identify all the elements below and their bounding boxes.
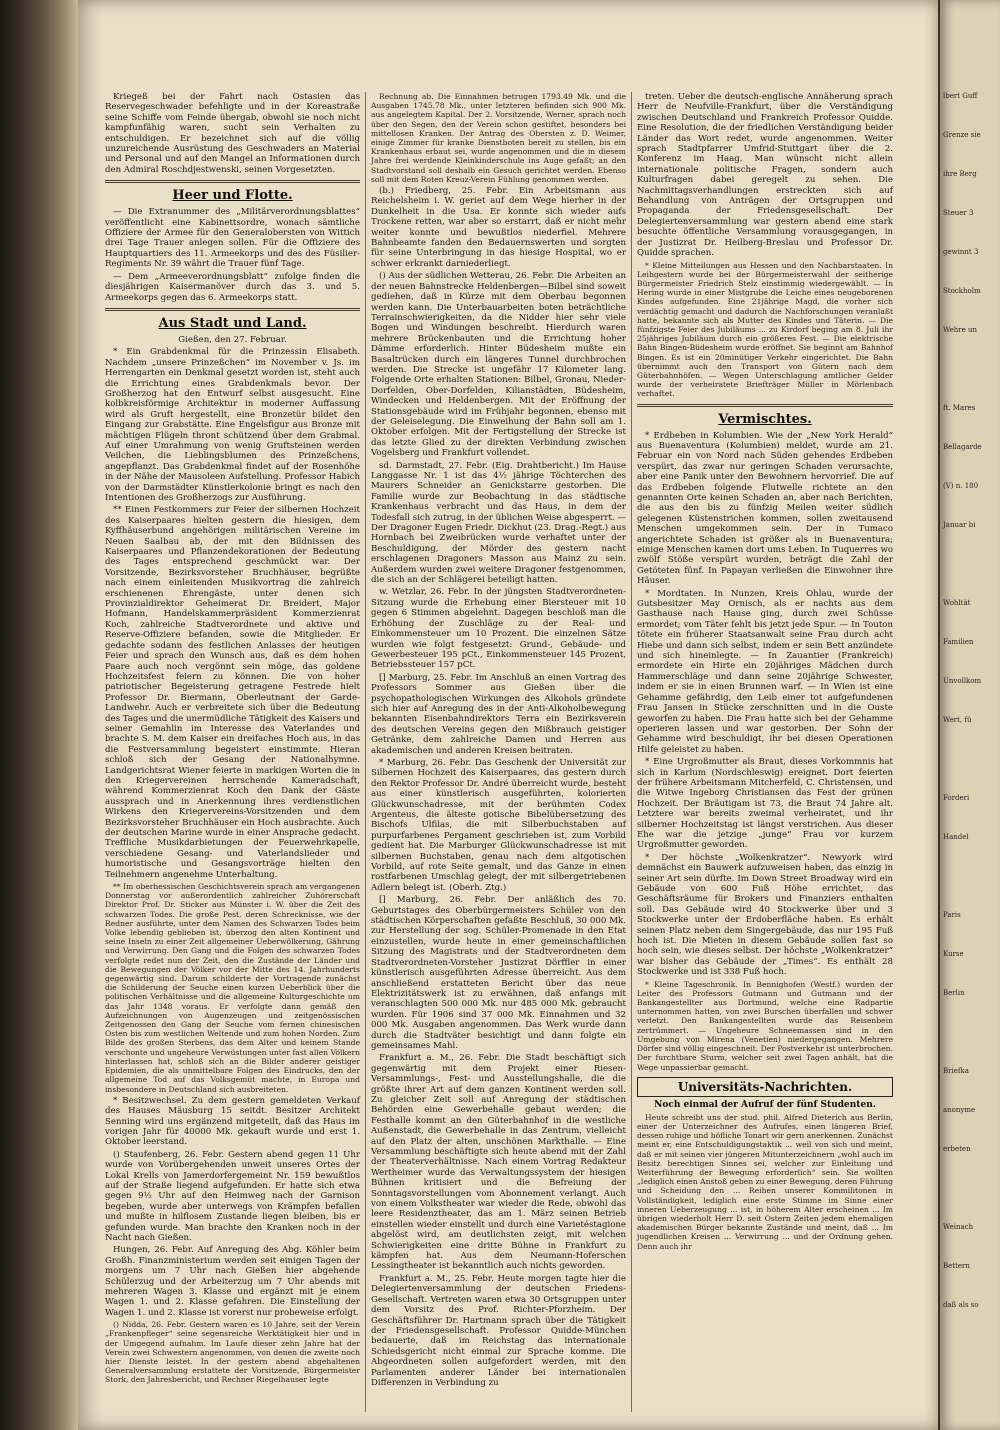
adjacent-page-fragment: Wehre un bbox=[943, 326, 978, 334]
article-friedens-cont: treten. Ueber die deutsch-englische Annäherung sprach Herr de Neufville-Frankfurt, über die Verständigung zwischen Deutschland und Frankreich Professor Quidde. Eine Resolution, die der friedlichen Verständigung beider Länder das Wort redet, wurde angenommen. Weiter sprach Stadtpfarrer Umfrid-Stuttgart über die 2. Konferenz im Haag. Man wünscht nicht allein internationale politische Fragen, sondern auch Kulturfragen dabei geregelt zu sehen. Die Nachmittagsverhandlungen erstreckten sich auf Behandlung von Anträgen der Ortsgruppen und Propaganda der Friedensgesellschaft. Der Delegiertenversammlung war gestern abend eine stark besuchte öffentliche Versammlung vorausgegangen, in der Justizrat Dr. Heilberg-Breslau und Professor Dr. Quidde sprachen. bbox=[637, 92, 893, 259]
adjacent-page-fragment: Grenze sie bbox=[943, 131, 981, 139]
adjacent-page-fragment bbox=[940, 1026, 1000, 1039]
article-frankfurt-2: Frankfurt a. M., 25. Febr. Heute morgen tagte hier die Delegiertenversammlung der deutschen Friedens-Gesellschaft. Vertreten waren etwa 30 Ortsgruppen unter dem Vorsitz des Prof. Richter-Pforzheim. Der Geschäftsführer Dr. Hartmann sprach über die Tätigkeit der Friedensgesellschaft. Professor Quidde-München bedauerte, daß im Reichstag das internationale Schiedsgericht nicht einmal zur Sprache komme. Die Abgeordneten sollen aufgefordert werden, mit den Parlamenten anderer Länder bei internationalen Differenzen in Verbindung zu bbox=[371, 1273, 626, 1388]
article-studenten: Heute schreibt uns der stud. phil. Alfred Dieterich aus Berlin, einer der Unterzeichner des Aufrufes, einen längeren Brief, dessen ruhige und höfliche Tonart wir gern anerkennen. Zunächst meint er, eine Entschuldigungstaktik ... weil von sich und meint, daß er mit seinen vier jüngeren Mitunterzeichnern „wohl auch im Besitz berechtigen Sinnes sei, welcher zur Einleitung und Weiterführung der Bewegung erforderlich“ sein. Sie wollten „lediglich einen Anstoß geben zu einer Bewegung, deren Führung und Scheidung den ... Reihen unserer Kommilitonen in Vollständigkeit, lediglich eine erste Stimme im Sinne einer inneren Ueberzeugung ... ist, in höherem Alter erscheinen ... Im übrigen wiederholt Herr D. seit Ostern Zeiten jedem ehemaligen akademischen Bürger bekannte Zustände und meint, daß ... Im jugendlichen Kreisen ... Verwirrung ... und der Ordnung gehen. Denn auch ihr bbox=[637, 1112, 893, 1251]
article-tageschronik: * Kleine Tageschronik. In Bennighofen (Westf.) wurden der Leiter des Professors Gutmann und Gutmann und der Bankangestellter aus Dortmund, welche eine Radpartie unternommen hatten, von zwei Burschen überfallen und schwer verletzt. Den Bankangestellten wurde das Reisenbein zertrümmert. — Ungeheure Schneemassen sind in den Umgebung von Mirena (Venetien) niedergegangen. Mehrere Dörfer sind völlig eingeschneit. Der Postverkehr ist unterbrochen. Der furchtbare Sturm, welcher seit zwei Tagen anhält, hat die Wege unpassierbar gemacht. bbox=[637, 979, 893, 1072]
article-nidda: () Nidda, 26. Febr. Gestern waren es 10 Jahre, seit der Verein „Frankenpfleger“ seine segensreiche Werktätigkeit hier und in der Umgegend aufnahm. Im Laufe dieser zehn Jahre hat der Verein zwei Schwestern angenommen, von denen die zweite noch hier Dienste leistet. In der gestern abend abgehaltenen Generalversammlung erstattete der Vorsitzende, Bürgermeister Stork, den Jahresbericht, und Rechner Riegelhauser legte bbox=[105, 1320, 360, 1385]
adjacent-page-fragment: erbeten bbox=[943, 1145, 971, 1153]
adjacent-page-fragment: Stockholm bbox=[943, 287, 981, 295]
adjacent-page-fragment: Bettern bbox=[943, 1262, 970, 1270]
article-marburg-2: * Marburg, 26. Febr. Das Geschenk der Universität zur Silbernen Hochzeit des Kaiserpaares, das gestern durch den Rektor Professor Dr. André überreicht wurde, besteht aus einer künstlerisch ausgeführten, kolorierten Glückwunschadresse, mit der berühmten Codex Argenteus, die älteste gotische Bibelübersetzung des Bischofs Ulfilas, die mit Silberbuchstaben auf purpurfarbenes Pergament geschrieben ist, zum Vorbild gedient hat. Die Marburger Glückwunschadresse ist mit silbernen Buchstaben, genau nach dem altgotischen Vorbild, auf rote Seite gemalt, und das Ganze in einen rostfarbenen Umschlag gelegt, der mit silbergetriebenen Adlern belegt ist. (Oberh. Ztg.) bbox=[371, 757, 626, 893]
section-divider bbox=[105, 180, 360, 183]
article-wetterau: () Aus der südlichen Wetterau, 26. Febr. Die Arbeiten an der neuen Bahnstrecke Heldenbergen—Bilbel sind soweit gediehen, daß in Kürze mit dem Oberbau begonnen werden kann. Die Unterbauarbeiten boten beträchtliche Terrainschwierigkeiten, da die Nidder hier sehr viele Bogen und Windungen beschreibt. Hierdurch waren mehrere Brückenbauten und die Errichtung hoher Dämme erforderlich. Hinter Büdesheim mußte ein Basaltrücken durch ein längeres Tunnel durchbrochen werden. Die Strecke ist ungefähr 17 Kilometer lang. Folgende Orte erhalten Stationen: Bilbel, Gronau, Nieder-Dorfelden, Ober-Dorfelden, Kilianstädten, Büdesheim, Windecken und Heldenbergen. Mit der Eröffnung der Stationsgebäude wird im Frühjahr begonnen, ebenso mit der Geleiselegung. Die Einweihung der Bahn soll am 1. Oktober erfolgen. Mit der Fertigstellung der Strecke ist das letzte Glied zu der direkten Verbindung zwischen Vogelsberg und Frankfurt vollendet. bbox=[371, 271, 626, 459]
column-3 bbox=[632, 92, 898, 1412]
section-heading-vermischtes: Vermischtes. bbox=[718, 411, 812, 427]
section-heading-stadt: Aus Stadt und Land. bbox=[158, 315, 307, 331]
adjacent-page-fragment: Familien bbox=[943, 638, 974, 646]
book-binding bbox=[0, 0, 78, 1430]
dateline: Gießen, den 27. Februar. bbox=[178, 334, 287, 345]
section-divider bbox=[105, 308, 360, 311]
article-wolkenkratzer: * Der höchste „Wolkenkratzer“. Newyork wird demnächst ein Bauwerk aufzuweisen haben, das einzig in seiner Art sein dürfte. Im Down Street Broadway wird ein Gebäude von 600 Fuß Höhe errichtet, das Geschäftsräume für Brokers und Finanziers enthalten soll. Das Gebäude wird 40 Stockwerke über und 3 Stockwerke unter der Erdoberfläche haben. Es erhält seinen Platz neben dem Singergebäude, das nur 195 Fuß hoch ist. Die Mieten in diesem Gebäude sollen fast so hoch sein, wie dieses selbst. Der höchste „Wolkenkratzer“ war bisher das Gebäude der „Times“. Es enthält 28 Stockwerke und ist 338 Fuß hoch. bbox=[637, 852, 893, 978]
adjacent-page-fragment bbox=[940, 753, 1000, 766]
newspaper-page bbox=[78, 0, 938, 1430]
section-heading-universitaet: Universitäts-Nachrichten. bbox=[637, 1077, 893, 1097]
adjacent-page-fragment: Steuer 3 bbox=[943, 209, 974, 217]
adjacent-page-fragment: Berlin bbox=[943, 989, 965, 997]
adjacent-page-fragment: Wohltät bbox=[943, 599, 971, 607]
adjacent-page-fragment: Forderi bbox=[943, 794, 970, 802]
article-besitzwechsel: * Besitzwechsel. Zu dem gestern gemeldeten Verkauf des Hauses Mäusburg 15 seitdt. Besitzer Architekt Senning wird uns ergänzend mitgeteilt, daß das Haus im vorigen Jahr für 40000 Mk. gekauft wurde und erst 1. Oktober leerstand. bbox=[105, 1095, 360, 1148]
adjacent-page-fragment: ft. Mares bbox=[943, 404, 976, 412]
adjacent-page-fragment: anonyme bbox=[943, 1106, 976, 1114]
adjacent-page-fragment: Januar bi bbox=[943, 521, 976, 529]
article-marburg-3: [] Marburg, 26. Febr. Der anläßlich des 70. Geburtstages des Oberbürgermeisters Schüler von den städtischen Körperschaften gefaßte Beschluß, 30 000 Mk. zur Herstellung der sog. Schüler-Promenade in den Etat einzustellen, wurde heute in einer gemeinschaftlichen Sitzung des Magistrats und der Stadtverordneten dem Stadtverordneten-Vorsteher Justizrat Dörffler in einer künstlerisch ausgeführten Adresse überreicht. Aus dem anschließend erstatteten Bericht über das neue Elektrizitätswerk ist zu erwähnen, daß anfangs mit veranschlagten 500 000 Mk. nur 485 000 Mk. gebraucht wurden. Für 1906 sind 37 000 Mk. Einnahmen und 32 000 Mk. Ausgaben angenommen. Das Werk wurde dann durch die Stadtväter besichtigt und dann folgte ein gemeinsames Mahl. bbox=[371, 895, 626, 1051]
article-heer-2: — Dem „Armeeverordnungsblatt“ zufolge finden die diesjährigen Kaisermanöver durch das 3. und 5. Armeekorps gegen das 6. Armeekorps statt. bbox=[105, 271, 360, 303]
adjacent-page-fragment: Weinach bbox=[943, 1223, 974, 1231]
column-2 bbox=[366, 92, 632, 1412]
adjacent-page-fragment bbox=[940, 1182, 1000, 1195]
article-columns bbox=[100, 92, 920, 1412]
adjacent-page-fragment: gewinnt 3 bbox=[943, 248, 979, 256]
adjacent-page-fragment: Paris bbox=[943, 911, 961, 919]
article-nidda-cont: Rechnung ab. Die Einnahmen betrugen 1793.49 Mk. und die Ausgaben 1745.78 Mk., unter letzteren befinden sich 900 Mk. aus angelegtem Kapital. Der 2. Vorsitzende, Werner, sprach noch über den Segen, den der Verein schon gestiftet, besonders bei mittellosen Kranken. Der Antrag des Obersten z. D. Weimer, einige Zimmer für kranke Dienstboten bereit zu stellen, bis ein Krankenhaus erbaut sei, wurde angenommen und die in diesem Jahre frei werdende Kleinkinderschule ins Auge gefaßt; an den Stadtvorstand soll deshalb ein Gesuch gerichtet werden. Ebenso soll mit dem Roten Kreuz-Verein Fühlung genommen werden. bbox=[371, 92, 626, 184]
adjacent-page-fragment: Bellagarde bbox=[943, 443, 982, 451]
article-festkommers: ** Einen Festkommers zur Feier der silbernen Hochzeit des Kaiserpaares hielten gestern die hiesigen, dem Kyffhäuserbund angehörigen militärischen Vereine im Neuen Saalbau ab, der mit den Bildnissen des Kaiserpaares und Pflanzendekorationen der Bedeutung des Tages entsprechend geschmückt war. Der Vorsitzende, Bezirksvorsteher Bruchhäuser, begrüßte nach einem einleitenden Musikvortrag die zahlreich erschienenen Ehrengäste, unter denen sich Provinzialdirektor Geheimerat Dr. Breidert, Major Hofmann, Handelskammerpräsident Kommerzienrat Koch, zahlreiche Stadtverordnete und aktive und Reserve-Offiziere befanden, sowie die Mitglieder. Er gedachte sodann des festlichen Anlasses der heutigen Feier und sprach den Wunsch aus, daß es dem hohen Paare auch noch vergönnt sein möge, das goldene Hochzeitsfest feiern zu können. Die von hoher patriotischer Begeisterung getragene Festrede hielt Professor Dr. Biermann, Oberleutnant der Garde-Landwehr. Auch er verbreitete sich über die Bedeutung des Tages und die unermüdliche Tätigkeit des Kaisers und seiner Gemahlin im Interesse des Vaterlandes und brachte S. M. dem Kaiser ein dreifaches Hoch aus, in das die Festversammlung begeistert einstimmte. Hieran schloß sich der Gesang der Nationalhymne. Landgerichtsrat Wiener feierte in markigen Worten die in den Kriegervereinen herrschende Kameradschaft, während Kommerzienrat Koch den Dank der Gäste aussprach und in Anerkennung ihres verdienstlichen Wirkens den Kriegervereins-Vorsitzenden und dem Bezirksvorsteher Bruchhäuser ein Hoch ausbrachte. Auch der deutschen Marine wurde in einer Ansprache gedacht. Treffliche Musikdarbietungen der Feuerwehrkapelle, verschiedene Gesang- und Vaterlandslieder und humoristische und Gesangsvorträge hielten den Teilnehmern angenehme Unterhaltung. bbox=[105, 505, 361, 880]
section-heading-heer: Heer und Flotte. bbox=[172, 188, 293, 204]
article-grabdenkmal: * Ein Grabdenkmal für die Prinzessin Elisabeth. Nachdem „unsere Prinzeßchen“ im November v. Js. im Herrengarten ein Denkmal gesetzt worden ist, steht auch die Errichtung eines Grabdenkmals bevor. Der Großherzog hat den Entwurf selbst ausgesucht. Eine kolbkreisförmige Architektur in moderner Auffassung wird als Gruft hergestellt, eine Bronzetür bildet den Eingang zur Grabstätte. Eine Engelsfigur aus Bronze mit mächtigen Flügeln thront schützend über dem Grabmal. Auf einer Umrahmung von wenig Gruftsteinen werden Veilchen, die Lieblingsblumen des Prinzeßchens, angepflanzt. Das Grabdenkmal findet auf der Rosenhöhe in der Nähe der Mausoleen Aufstellung. Professor Habich von der Darmstädter Künstlerkolonie bringt es nach den Intentionen des Großherzogs zur Ausführung. bbox=[105, 347, 360, 503]
adjacent-page-fragment: Kurse bbox=[943, 950, 964, 958]
adjacent-page-fragment: Handel bbox=[943, 833, 969, 841]
column-1 bbox=[100, 92, 366, 1412]
article-marburg-1: [] Marburg, 25. Febr. Im Anschluß an einen Vortrag des Professors Sommer aus Gießen über die psychopathologischen Wirkungen des Alkohols gründete sich hier auf Anregung des in der Anti-Alkoholbewegung bekannten Eisenbahndirektors Terra ein Bezirksverein des deutschen Vereins gegen den Mißbrauch geistiger Getränke, dem zahlreiche Damen und Herren aus akademischen und anderen Kreisen beitraten. bbox=[371, 672, 626, 756]
adjacent-page-edge bbox=[938, 0, 1000, 1430]
article-mordtaten: * Mordtaten. In Nunzen, Kreis Ohlau, wurde der Gutsbesitzer May Ornisch, als er nachts aus dem Gasthause nach Hause ging, durch zwei Schüsse ermordet; vom Täter fehlt bis jetzt jede Spur. — In Touton tötete ein früherer Staatsanwalt seine Frau durch acht Hiebe und dann sich selbst, indem er sein Bett anzündete und sich hineinlegte. — In Zauantier (Frankreich) ermordete ein Hirte ein 20jähriges Mädchen durch Hammerschläge und dann seine 20jährige Schwester, indem er sie in einen Brunnen warf. — In Wien ist eine Gehamme gefährdig, den Leib einer tot aufgefundenen Frau Jansen in Stücke zerschnitten und in die Ouste geworfen zu haben. Die Frau hatte sich bei der Gehamme operieren lassen und war gestorben. Der Sohn der Gehamme wird beschuldigt, ihr bei diesen Operationen Hilfe geleistet zu haben. bbox=[637, 588, 893, 755]
article-staufenberg: () Staufenberg, 26. Febr. Gestern abend gegen 11 Uhr wurde von Vorübergehenden unweit unseres Ortes der Lokal Krells von Jamerdorfergemeint Nr. 159 bewußtlos auf der Straße liegend aufgefunden. Er hatte sich etwa gegen 9½ Uhr auf den Heimweg nach der Garnison begeben, wurde aber unterwegs von Krämpfen befallen und mußte in hilflosem Zustande liegen bleiben, bis er gefunden wurde. Man brachte den Kranken noch in der Nacht nach Gießen. bbox=[105, 1149, 360, 1243]
adjacent-page-fragments bbox=[940, 0, 1000, 1312]
adjacent-page-fragment: lbert Guff bbox=[943, 92, 978, 100]
adjacent-page-fragment: Wert, fü bbox=[943, 716, 972, 724]
adjacent-page-fragment: ihre Berg bbox=[943, 170, 977, 178]
article-geschichtsverein: ** Im oberhessischen Geschichtsverein sprach am vergangenen Donnerstag vor außerordentlich zahlreicher Zuhörerschaft Direktor Prof. Dr. Sticker aus Münster i. W. über die Zeit des schwarzen Todes. Die große Pest, deren Schrecknisse, wie der Redner ausführte, unter dem Namen des Schwarzen Todes beim Volke lebendig geblieben ist, überzog den alten Kontinent und seine Inseln zu einer Zeit allgemeiner Ueberwölkerung, Gährung und Verwirrung. Den Gang und die Folgen des schwarzen Todes verfolgte redet nun der Zeit, den die Zustände der Länder und die Bewegungen der Völker vor der Mitte des 14. Jahrhunderts gegenwärtig sind. Darum schilderte der Vortragende zunächst die Schilderung der Seuche einen kurzen Ueberblick über die politischen Verhältnisse und die allgemeine Kulturgeschichte um das Jahr 1348 voraus. Er verfolgte dann gemäß den Aufzeichnungen von Augenzeugen und zeitgenössischen Zeitgenossen den Gang der Seuche vom fernen chinesischen Osten bis zum westlichen Weltende und zum hohen Norden. Zum Bilde des großen Sterbens, das dem Alter und keinem Stande verschonte und ungeheure Verwüstungen unter fast allen Völkern hinterlassen hat, schloß sich an die Bilder anderer geistiger Epidemien, die als unmittelbare Folgen des Eindrucks, den der allgemeine Tod auf das Volksgemüt machte, in Europa und insbesondere in Deutschland sich ausbreiteten. bbox=[105, 882, 360, 1094]
article-urgrossmutter: * Eine Urgroßmutter als Braut, dieses Vorkommnis hat sich in Karlum (Nordschleswig) ereignet. Dort feierten der frühere Arbeitsmann Mitcherfeld, C. Christensen, und die Witwe Ingeborg Christiansen das Fest der grünen Hochzeit. Der Bräutigam ist 73, die Braut 74 Jahre alt. Letztere war bereits zweimal verheiratet, und ihr silberner Hochzeitstag ist längst verstrichen. Aus dieser Ehe war die jetzige „junge“ Frau vor kurzem Urgroßmutter geworden. bbox=[637, 757, 893, 851]
article-erdbeben: * Erdbeben in Kolumbien. Wie der „New York Herald“ aus Buenaventura (Kolumbien) meldet, wurde am 21. Februar ein von Nord nach Süden gehendes Erdbeben verspürt, das zwar nur geringen Schaden verursachte, aber eine Panik unter den Bewohnern hervorrief. Die auf das Erdbeben folgende Flutwelle richtete an den genannten Orte keinen Schaden an, aber nach Berichten, die aus den bis zu fünfzig Meilen weiter südlich gelegenen Küstenstrichen kommen, sollen zweitausend Menschen umgekommen sein. Der in Tumaco angerichtete Schaden ist größer als in Buenaventura; einige Menschen kamen dort ums Leben. In Tuquerres wo zwölf Stöße verspürt wurden, beträgt die Zahl der Getöteten fünf. In Papayan verließen die Einwohner ihre Häuser. bbox=[637, 430, 893, 587]
article-kleine-mitteilungen: * Kleine Mitteilungen aus Hessen und den Nachbarstaaten. In Leihgestern wurde bei der Bürgermeisterwahl der seitherige Bürgermeister Friedrich Stelz einstimmig wiedergewählt. — In Hering wurde in einer Mistgrube die Leiche eines neugeborenen Kindes aufgefunden. Eine 21jährige Magd, die vorher sich verdächtig gemacht und dadurch die Nachforschungen veranlaßt hatte, bekannte sich als Mutter des Kindes und Täterin. — Die fünfzigste Feier des Jubiläums ... zu Kirdorf beging am 8. Juli ihr 25jähriges Jubiläum durch ein größeres Fest. — Die elektrische Bahn Bingen-Büdesheim wurde eröffnet. Sie beginnt am Bahnhof Bingen. Es ist ein 20minütiger Verkehr eingerichtet. Die Bahn übernimmt auch den Transport von Gütern nach dem Güterbahnhöfen. — Wegen Unterschlagung amtlicher Gelder wurde der verheiratete Briefträger Müller in Mörlenbach verhaftet. bbox=[637, 260, 893, 399]
article-wetzlar: w. Wetzlar, 26. Febr. In der jüngsten Stadtverordneten-Sitzung wurde die Erhebung einer Biersteuer mit 10 gegen 6 Stimmen abgelehnt. Dagegen beschloß man die Erhöhung der Zuschläge zu der Real- und Einkommensteuer um 10 Prozent. Die einzelnen Sätze wurden wie folgt festgesetzt: Grund-, Gebäude- und Gewerbesteuer 195 pCt., Einkommensteuer 145 Prozent, Betriebssteuer 157 pCt. bbox=[371, 587, 626, 671]
adjacent-page-fragment: Briefka bbox=[943, 1067, 969, 1075]
adjacent-page-fragment: Unvollkom bbox=[943, 677, 982, 685]
adjacent-page-fragment bbox=[940, 870, 1000, 883]
adjacent-page-fragment: daß als so bbox=[943, 1301, 979, 1309]
article-intro: Kriegeß bei der Fahrt nach Ostasien das Reservegeschwader befehligte und in der Koreastraße seine Schiffe vom Feinde übergab, obwohl sie noch nicht kampfunfähig waren, sucht sein Verhalten zu entschuldigen. Er bezeichnet sich auf die völlig unzureichende Ausrüstung des Geschwaders an Material und Personal und auf den Mangel an Informationen durch den Admiral Roschdjestwenski, seinen Vorgesetzten. bbox=[105, 92, 360, 175]
article-friedberg: (b.) Friedberg, 25. Febr. Ein Arbeitsmann aus Reichelsheim i. W. geriet auf dem Wege hierher in der Dunkelheit in die Usa. Er konnte sich wieder aufs Trockene retten, war aber so erstarrt, daß er nicht mehr weiter konnte und bewußtlos niederfiel. Mehrere Bahnbeamte fanden den Bedauernswerten und sorgten für seine Unterbringung in das hiesige Hospital, wo er schwer erkrankt darniederliegt. bbox=[371, 186, 626, 269]
section-divider bbox=[637, 404, 893, 407]
adjacent-page-fragment bbox=[940, 558, 1000, 571]
article-darmstadt: sd. Darmstadt, 27. Febr. (Eig. Drahtbericht.) Im Hause Langgasse Nr. 1 ist das 4½ jährige Töchterchen des Maurers Schneider an Genickstarre gestorben. Die Familie wurde zur Beobachtung in das städtische Krankenhaus verbracht und das Haus, in dem der Todesfall sich zutrug, in der üblichen Weise abgesperrt. — Der Dragoner Eugen Friedr. Dickhut (23. Drag.-Regt.) aus Hornbach bei Zweibrücken wurde verhaftet unter der Beschuldigung, der Mörder des gestern nacht erschlagenen Dragoners Masson aus Mainz zu sein. Außerdem wurden zwei weitere Dragoner festgenommen, die sich an der Schlägerei beteiligt hatten. bbox=[371, 460, 626, 586]
article-frankfurt-1: Frankfurt a. M., 26. Febr. Die Stadt beschäftigt sich gegenwärtig mit dem Projekt einer Riesen-Versammlungs-, Fest- und Ausstellungshalle, die die größte ihrer Art auf dem ganzen Kontinent werden soll. Zu gleicher Zeit soll auf Anregung der städtischen Behörden eine Gewerbehalle gebaut werden; die Festhalle kommt an den Güterbahnhof in die westliche Außenstadt, die Gewerbehalle in das Zentrum, vielleicht auf den Platz der alten, unschönen Markthalle. — Eine Versammlung beschäftigte sich heute abend mit der Zahl der Theaterverhältnisse. Nach einem Vortrag Redakteur Wertheimer wurde das Verwaltungssystem der hiesigen Bühnen kritisiert und die Befreiung der Sonntagsvorstellungen vom Abonnement verlangt. Auch von einem Volkstheater war wieder die Rede, obwohl das leere Residenztheater, das am 1. März seinen Betrieb einstellen wieder einstellt und durch eine Varietéstagione abgelöst wird, am deutlichsten zeigt, mit welchen Schwierigkeiten eine dritte Bühne in Frankfurt zu kämpfen hat. Aus dem Neumann-Hoferschen Lessingtheater ist bekanntlich auch nichts geworden. bbox=[371, 1053, 626, 1272]
adjacent-page-fragment bbox=[940, 363, 1000, 376]
adjacent-page-fragment: (V) n. 180 bbox=[943, 482, 979, 490]
article-subheading: Noch einmal der Aufruf der fünf Studenten. bbox=[654, 1099, 876, 1110]
article-heer-1: — Die Extranummer des „Militärverordnungsblattes“ veröffentlicht eine Kabinettsordre, wonach sämtliche Offiziere der Armee für den Generalobersten von Wittich drei Tage Trauer anlegen sollen. Für die Offiziere des Hauptquartiers des 11. Armeekorps und des des Füsilier-Regiments Nr. 39 währt die Trauer fünf Tage. bbox=[105, 207, 360, 270]
article-hungen: Hungen, 26. Febr. Auf Anregung des Abg. Köhler beim Großh. Finanzministerium werden seit einigen Tagen der morgens um 7 Uhr nach Gießen hier abgehende Schülerzug und der Arbeiterzug um 7 Uhr abends mit mehreren Wagen 3. Klasse und ergänzt mit je einem Wagen 1. und 2. Klasse gefahren. Die Einstellung der Wagen 1. und 2. Klasse ist vorerst nur probeweise erfolgt. bbox=[105, 1245, 360, 1318]
